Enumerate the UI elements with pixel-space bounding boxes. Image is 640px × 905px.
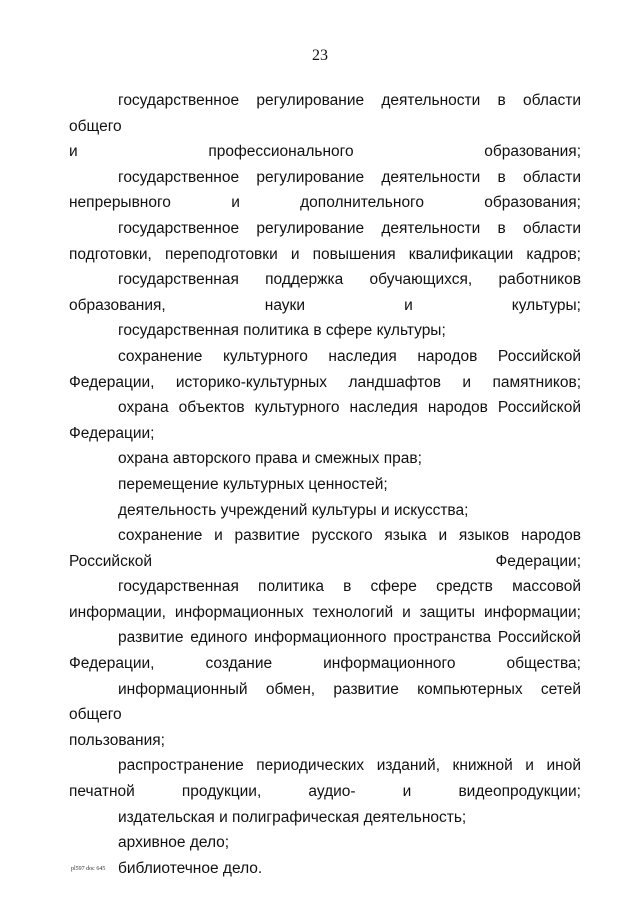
item-line-2: печатной продукции, аудио- и видеопродукции; xyxy=(69,783,581,801)
document-body xyxy=(69,88,581,881)
footer-document-code: pl597 doc 645 xyxy=(71,866,106,872)
list-item xyxy=(69,856,581,882)
item-line-1: государственное регулирование деятельности в области общего xyxy=(69,92,581,135)
item-line-1: архивное дело; xyxy=(118,834,230,852)
list-item xyxy=(69,216,581,267)
list-item xyxy=(69,472,581,498)
item-line-1: государственное регулирование деятельности в области xyxy=(118,168,581,186)
item-line-2: образования, науки и культуры; xyxy=(69,296,581,314)
list-item xyxy=(69,805,581,831)
list-item xyxy=(69,165,581,216)
item-line-2: информации, информационных технологий и защиты информации; xyxy=(69,603,581,621)
list-item xyxy=(69,88,581,165)
item-line-1: распространение периодических изданий, книжной и иной xyxy=(118,757,581,775)
item-line-2: подготовки, переподготовки и повышения квалификации кадров; xyxy=(69,245,581,263)
item-line-1: сохранение культурного наследия народов Российской xyxy=(118,347,581,365)
list-item xyxy=(69,574,581,625)
list-item xyxy=(69,446,581,472)
list-item xyxy=(69,625,581,676)
list-item xyxy=(69,344,581,395)
item-line-1: информационный обмен, развитие компьютерных сетей общего xyxy=(69,680,581,724)
list-item xyxy=(69,753,581,804)
item-line-2: Федерации, создание информационного общества; xyxy=(69,655,581,673)
item-line-1: библиотечное дело. xyxy=(118,859,263,877)
item-line-1: сохранение и развитие русского языка и языков народов xyxy=(118,527,581,545)
item-line-1: развитие единого информационного пространства Российской xyxy=(118,629,581,647)
item-line-2: Российской Федерации; xyxy=(69,552,581,570)
item-line-2: непрерывного и дополнительного образования; xyxy=(69,194,581,212)
list-item xyxy=(69,498,581,524)
list-item xyxy=(69,318,581,344)
item-line-1: государственная политика в сфере культуры; xyxy=(118,322,446,340)
list-item xyxy=(69,677,581,754)
list-item xyxy=(69,267,581,318)
item-line-1: деятельность учреждений культуры и искусства; xyxy=(118,501,469,519)
item-line-2: Федерации; xyxy=(69,424,155,442)
list-item xyxy=(69,523,581,574)
item-line-2: и профессионального образования; xyxy=(69,143,581,161)
item-line-1: охрана объектов культурного наследия народов Российской xyxy=(118,399,581,417)
item-line-1: перемещение культурных ценностей; xyxy=(118,475,388,493)
item-line-1: издательская и полиграфическая деятельность; xyxy=(118,808,467,826)
item-line-1: государственная политика в сфере средств массовой xyxy=(118,578,581,596)
item-line-1: охрана авторского права и смежных прав; xyxy=(118,450,422,468)
list-item xyxy=(69,830,581,856)
list-item xyxy=(69,395,581,446)
item-line-1: государственная поддержка обучающихся, работников xyxy=(118,271,581,289)
item-line-2: Федерации, историко-культурных ландшафтов и памятников; xyxy=(69,373,581,391)
item-line-2: пользования; xyxy=(69,731,165,749)
page-number: 23 xyxy=(312,47,328,64)
item-line-1: государственное регулирование деятельности в области xyxy=(118,219,581,237)
